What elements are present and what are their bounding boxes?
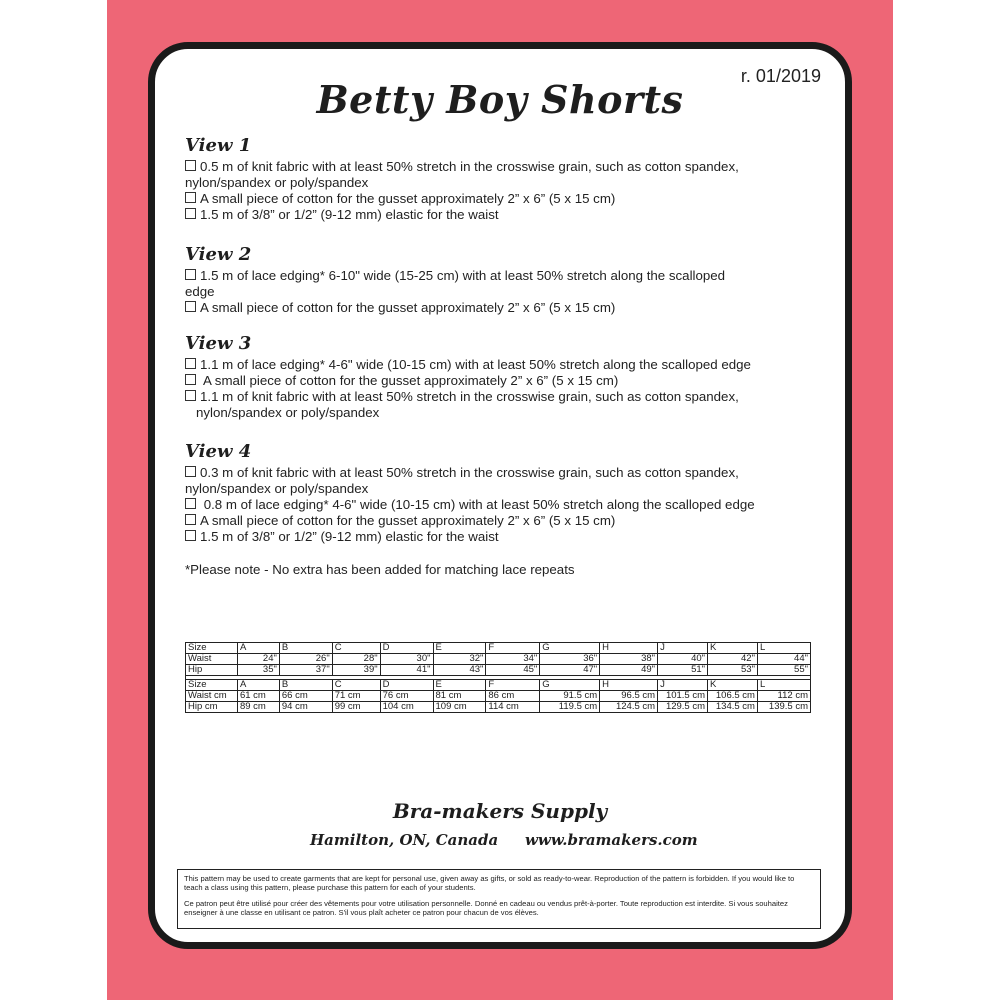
lace-note: *Please note - No extra has been added for matching lace repeats (185, 562, 575, 577)
view-4-item (185, 529, 835, 545)
table-cell: 28" (332, 654, 380, 665)
view-4-item-text: 0.3 m of knit fabric with at least 50% stretch in the crosswise grain, such as cotton spandex, (200, 465, 739, 480)
checkbox-icon (185, 466, 196, 477)
view-1-item (185, 191, 835, 207)
table-cell: E (433, 680, 486, 691)
table-cell: 49" (600, 665, 658, 676)
table-cell: 134.5 cm (708, 702, 758, 713)
view-2-item-cont: edge (185, 284, 215, 299)
table-cell: 32" (433, 654, 486, 665)
size-table (185, 642, 811, 713)
table-cell: 96.5 cm (600, 691, 658, 702)
table-cell: 30" (380, 654, 433, 665)
table-cell: 45" (486, 665, 540, 676)
table-cell: 61 cm (237, 691, 279, 702)
table-cell: F (486, 680, 540, 691)
table-row-header: Hip (186, 665, 238, 676)
table-cell: L (757, 643, 810, 654)
table-row (186, 643, 811, 654)
table-cell: D (380, 643, 433, 654)
checkbox-icon (185, 514, 196, 525)
view-2-item-text: 1.5 m of lace edging* 6-10" wide (15-25 cm) with at least 50% stretch along the scalloped (200, 268, 726, 283)
table-cell: 124.5 cm (600, 702, 658, 713)
view-3-item-text: 1.1 m of lace edging* 4-6" wide (10-15 cm) with at least 50% stretch along the scalloped edge (200, 357, 751, 372)
checkbox-icon (185, 160, 196, 171)
table-cell: 106.5 cm (708, 691, 758, 702)
legal-french: Ce patron peut être utilisé pour créer des vêtements pour votre utilisation personnelle. Donné en cadeau ou vendus prêt-à-porter. Toute reproduction est interdite. Si vous souhaitez enseigner à une classe en utilisant ce patron. S'il vous plaît acheter ce patron pour chacun de vos élèves. (184, 898, 788, 918)
table-cell: F (486, 643, 540, 654)
view-4-item (185, 465, 835, 481)
checkbox-icon (185, 530, 196, 541)
table-cell: J (658, 680, 708, 691)
view-2-item (185, 268, 835, 284)
table-cell: 139.5 cm (757, 702, 810, 713)
table-row (186, 691, 811, 702)
view-4-item (185, 497, 835, 513)
table-cell: 66 cm (279, 691, 332, 702)
table-cell: 99 cm (332, 702, 380, 713)
table-cell: 37" (279, 665, 332, 676)
table-cell: K (708, 680, 758, 691)
table-cell: 89 cm (237, 702, 279, 713)
checkbox-icon (185, 374, 196, 385)
brand-name: Bra-makers Supply (392, 799, 608, 823)
table-cell: B (279, 680, 332, 691)
table-cell: 42" (708, 654, 758, 665)
checkbox-icon (185, 301, 196, 312)
view-2-item-text: A small piece of cotton for the gusset approximately 2” x 6” (5 x 15 cm) (200, 300, 616, 315)
checkbox-icon (185, 390, 196, 401)
view-1-section (185, 135, 835, 223)
table-cell: 43" (433, 665, 486, 676)
checkbox-icon (185, 208, 196, 219)
view-3-section (185, 333, 835, 421)
table-cell: 81 cm (433, 691, 486, 702)
view-3-item-text: A small piece of cotton for the gusset approximately 2” x 6” (5 x 15 cm) (200, 373, 619, 388)
pattern-card (148, 42, 852, 949)
table-cell: 35" (237, 665, 279, 676)
table-cell: 86 cm (486, 691, 540, 702)
table-cell: K (708, 643, 758, 654)
table-row-header: Waist cm (186, 691, 238, 702)
view-4-section (185, 441, 835, 545)
table-cell: 76 cm (380, 691, 433, 702)
table-cell: 44" (757, 654, 810, 665)
view-4-heading: View 4 (185, 441, 252, 462)
view-3-item-text: 1.1 m of knit fabric with at least 50% stretch in the crosswise grain, such as cotton spandex, (200, 389, 739, 404)
view-1-item-text: 0.5 m of knit fabric with at least 50% stretch in the crosswise grain, such as cotton spandex, (200, 159, 739, 174)
brand-website: www.bramakers.com (525, 831, 698, 849)
table-cell: 109 cm (433, 702, 486, 713)
table-cell: 91.5 cm (540, 691, 600, 702)
view-3-item (185, 357, 835, 373)
view-4-item-text: 0.8 m of lace edging* 4-6" wide (10-15 cm) with at least 50% stretch along the scalloped edge (200, 497, 755, 512)
table-cell: 47" (540, 665, 600, 676)
table-row-header: Size (186, 680, 238, 691)
table-cell: 94 cm (279, 702, 332, 713)
table-cell: 34" (486, 654, 540, 665)
table-row-header: Hip cm (186, 702, 238, 713)
view-3-heading: View 3 (185, 333, 252, 354)
checkbox-icon (185, 192, 196, 203)
table-cell: 104 cm (380, 702, 433, 713)
table-cell: B (279, 643, 332, 654)
table-cell: 53" (708, 665, 758, 676)
table-cell: J (658, 643, 708, 654)
table-cell: 24" (237, 654, 279, 665)
table-row-header: Waist (186, 654, 238, 665)
table-cell: 114 cm (486, 702, 540, 713)
table-row (186, 665, 811, 676)
table-cell: 26" (279, 654, 332, 665)
view-3-item-cont: nylon/spandex or poly/spandex (196, 405, 380, 420)
view-4-item-cont: nylon/spandex or poly/spandex (185, 481, 369, 496)
view-1-item-cont: nylon/spandex or poly/spandex (185, 175, 369, 190)
table-row (186, 702, 811, 713)
view-1-item (185, 207, 835, 223)
table-cell: C (332, 680, 380, 691)
view-3-item (185, 373, 835, 389)
view-4-item-text: 1.5 m of 3/8” or 1/2” (9-12 mm) elastic for the waist (200, 529, 499, 544)
table-cell: 40" (658, 654, 708, 665)
checkbox-icon (185, 269, 196, 280)
table-cell: H (600, 643, 658, 654)
table-cell: 55" (757, 665, 810, 676)
page-title: Betty Boy Shorts (316, 77, 684, 122)
view-1-item-text: A small piece of cotton for the gusset approximately 2” x 6” (5 x 15 cm) (200, 191, 616, 206)
table-cell: H (600, 680, 658, 691)
table-cell: D (380, 680, 433, 691)
view-1-item (185, 159, 835, 175)
table-cell: G (540, 643, 600, 654)
checkbox-icon (185, 498, 196, 509)
table-cell: 71 cm (332, 691, 380, 702)
table-cell: L (757, 680, 810, 691)
table-cell: G (540, 680, 600, 691)
view-3-item (185, 389, 835, 405)
view-1-item-text: 1.5 m of 3/8” or 1/2” (9-12 mm) elastic for the waist (200, 207, 499, 222)
table-cell: 51" (658, 665, 708, 676)
table-cell: 101.5 cm (658, 691, 708, 702)
view-2-heading: View 2 (185, 244, 252, 265)
table-cell: A (237, 643, 279, 654)
table-cell: 119.5 cm (540, 702, 600, 713)
revision-label: r. 01/2019 (740, 66, 821, 86)
table-cell: 39" (332, 665, 380, 676)
checkbox-icon (185, 358, 196, 369)
table-cell: 36" (540, 654, 600, 665)
table-row-header: Size (186, 643, 238, 654)
table-cell: 38" (600, 654, 658, 665)
table-cell: 112 cm (757, 691, 810, 702)
table-cell: 41" (380, 665, 433, 676)
view-4-item (185, 513, 835, 529)
table-row (186, 680, 811, 691)
table-cell: 129.5 cm (658, 702, 708, 713)
brand-address: Hamilton, ON, Canada (310, 831, 499, 849)
table-cell: E (433, 643, 486, 654)
legal-english: This pattern may be used to create garments that are kept for personal use, given away as gifts, or sold as ready-to-wear. Reproduction of the pattern is forbidden. If you would like to teach a class using this pattern, please purchase this pattern for each of your students. (184, 874, 795, 893)
legal-notice (177, 869, 821, 929)
view-2-item (185, 300, 835, 316)
view-2-section (185, 244, 835, 316)
table-row (186, 654, 811, 665)
table-cell: A (237, 680, 279, 691)
view-1-heading: View 1 (185, 135, 252, 156)
table-cell: C (332, 643, 380, 654)
view-4-item-text: A small piece of cotton for the gusset approximately 2” x 6” (5 x 15 cm) (200, 513, 616, 528)
